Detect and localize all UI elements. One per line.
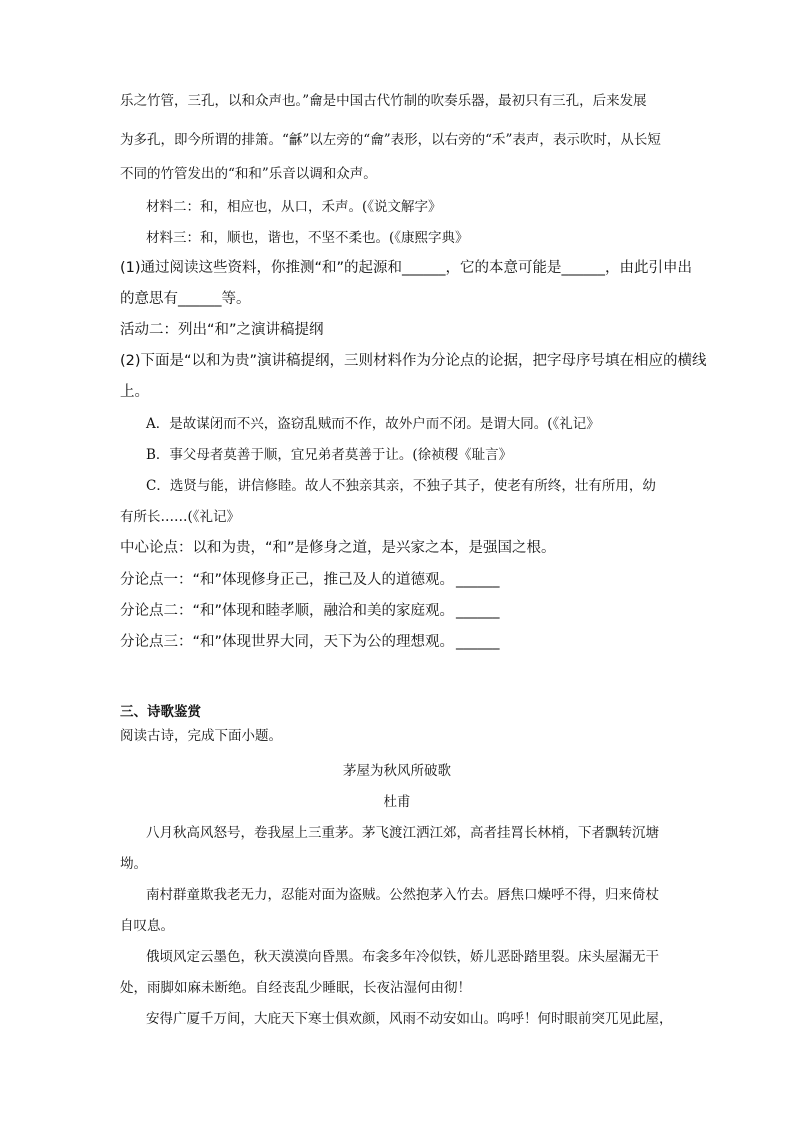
sub-point-3-blank: ______	[456, 634, 500, 650]
sub-point-1-text: 分论点一：“和”体现修身正己，推己及人的道德观。	[120, 572, 455, 588]
poem-stanza-1-line-2: 坳。	[120, 856, 147, 872]
poem-stanza-1-line-1: 八月秋高风怒号，卷我屋上三重茅。茅飞渡江洒江郊，高者挂罥长林梢，下者飘转沉塘	[146, 825, 659, 841]
question-2-line-2: 上。	[120, 384, 149, 400]
material-one-line-1: 乐之竹管，三孔，以和众声也。”龠是中国古代竹制的吹奏乐器，最初只有三孔，后来发展	[120, 93, 647, 109]
poem-stanza-3-line-2: 处，雨脚如麻未断绝。自经丧乱少睡眠，长夜沾湿何由彻！	[120, 980, 471, 996]
question-2-line-1: (2)下面是“以和为贵”演讲稿提纲，三则材料作为分论点的论据，把字母序号填在相应的横线	[120, 353, 707, 369]
sub-point-1	[120, 570, 680, 590]
question-1-line-2: 的意思有______等。	[120, 291, 251, 307]
option-a: A．是故谋闭而不兴，盗窃乱贼而不作，故外户而不闭。是谓大同。(《礼记》	[146, 416, 600, 432]
option-c-line-1: C．选贤与能，讲信修睦。故人不独亲其亲，不独子其子，使老有所终，壮有所用，幼	[146, 478, 656, 494]
sub-point-2	[120, 601, 680, 621]
material-three: 材料三：和，顺也，谐也，不坚不柔也。(《康熙字典》	[146, 230, 469, 246]
sub-point-2-blank: ______	[456, 603, 500, 619]
sub-point-3-text: 分论点三：“和”体现世界大同，天下为公的理想观。	[120, 634, 455, 650]
poem-stanza-2-line-2: 自叹息。	[120, 918, 174, 934]
sub-point-3	[120, 632, 680, 652]
material-one-line-3: 不同的竹管发出的“和和”乐音以调和众声。	[120, 166, 377, 182]
material-one-line-2: 为多孔，即今所谓的排箫。“龢”以左旁的“龠”表形，以右旁的“禾”表声，表示吹时，从长短	[120, 132, 661, 148]
poem-stanza-3-line-1: 俄顷风定云墨色，秋天漠漠向昏黑。布衾多年冷似铁，娇儿恶卧踏里裂。床头屋漏无干	[146, 949, 659, 965]
poem-stanza-2-line-1: 南村群童欺我老无力，忍能对面为盗贼。公然抱茅入竹去。唇焦口燥呼不得，归来倚杖	[146, 887, 659, 903]
poem-title: 茅屋为秋风所破歌	[343, 763, 451, 779]
option-b: B．事父母者莫善于顺，宜兄弟者莫善于让。(徐祯稷《耻言》	[146, 447, 513, 463]
section-3-instruction: 阅读古诗，完成下面小题。	[120, 728, 282, 744]
central-point: 中心论点：以和为贵，“和”是修身之道，是兴家之本，是强国之根。	[120, 540, 556, 556]
sub-point-1-blank: ______	[456, 572, 500, 588]
option-c-line-2: 有所长……(《礼记》	[120, 509, 241, 525]
poem-author: 杜甫	[383, 794, 411, 810]
section-3-title: 三、诗歌鉴赏	[120, 704, 201, 720]
question-1-line-1: (1)通过阅读这些资料，你推测“和”的起源和______，它的本意可能是______，由此引申出	[120, 260, 693, 276]
poem-stanza-4-line-1: 安得广厦千万间，大庇天下寒士俱欢颜，风雨不动安如山。呜呼！何时眼前突兀见此屋，	[146, 1011, 673, 1027]
material-two: 材料二：和，相应也，从口，禾声。(《说文解字》	[146, 199, 442, 215]
activity-two-heading: 活动二：列出“和”之演讲稿提纲	[120, 322, 324, 338]
sub-point-2-text: 分论点二：“和”体现和睦孝顺，融洽和美的家庭观。	[120, 603, 455, 619]
